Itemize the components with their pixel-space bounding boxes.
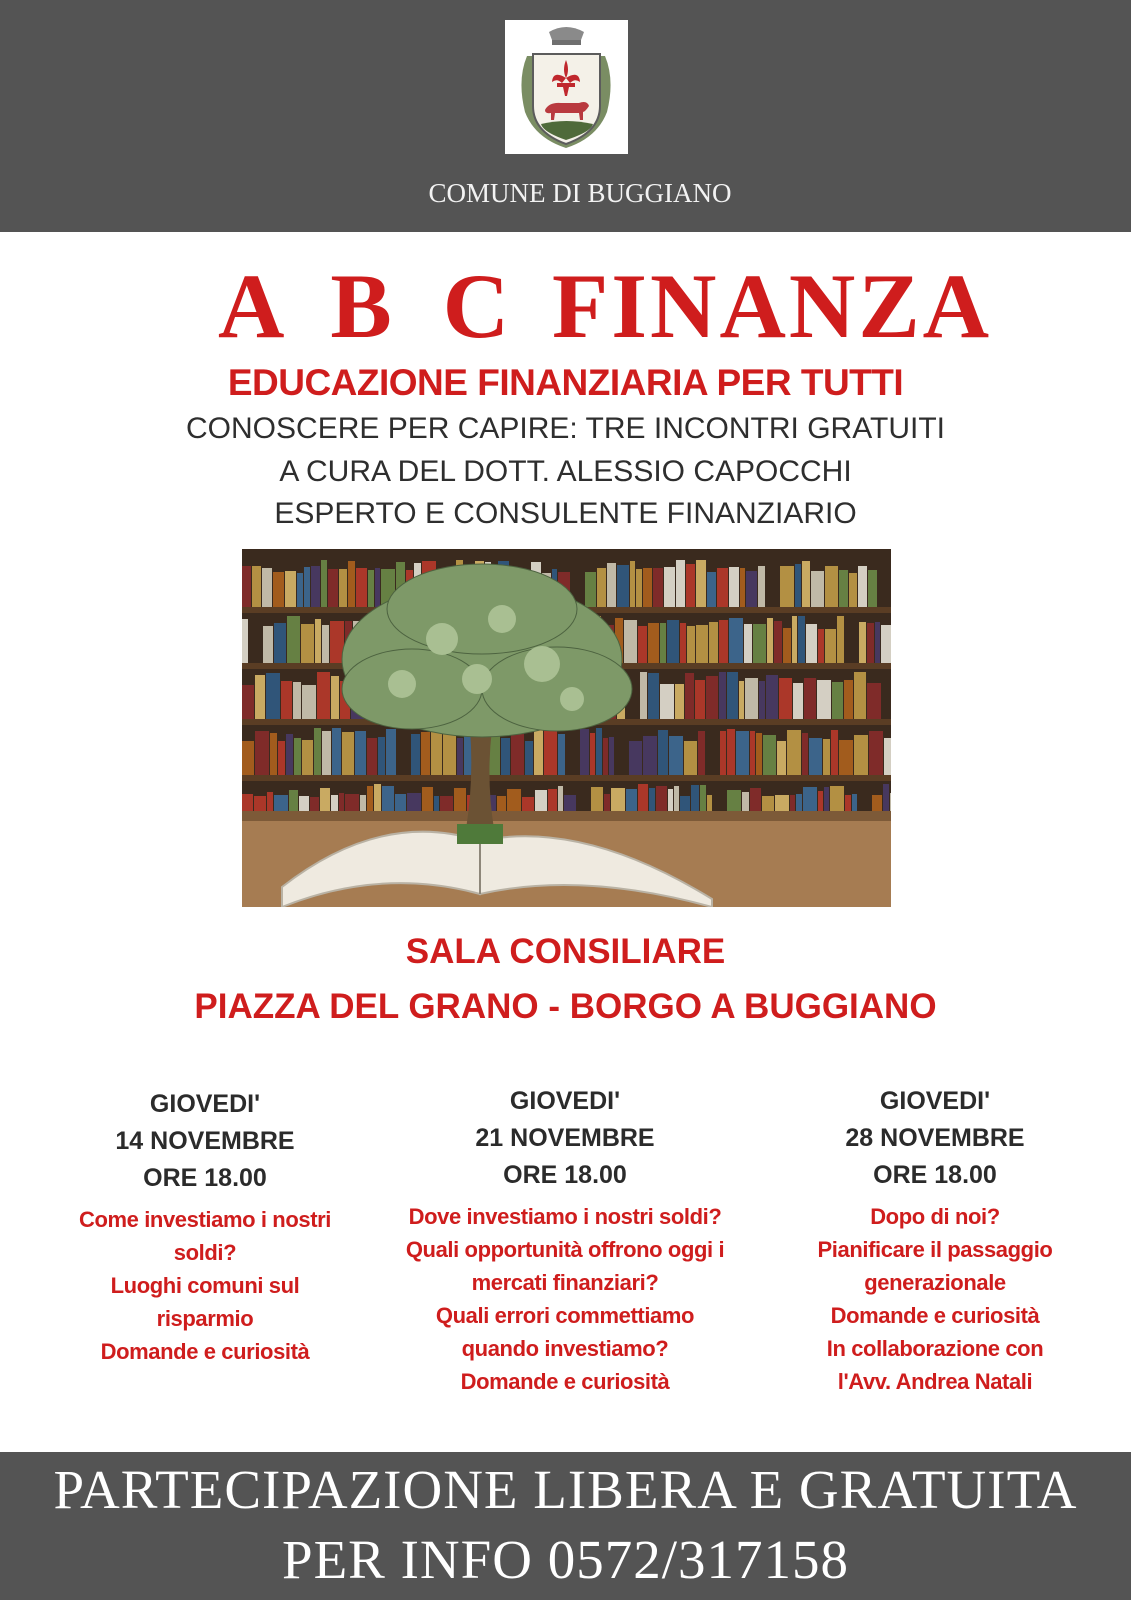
event-time: ORE 18.00 bbox=[873, 1161, 997, 1189]
topic-line: Domande e curiosità bbox=[830, 1303, 1040, 1328]
subtitle: EDUCAZIONE FINANZIARIA PER TUTTI bbox=[227, 362, 904, 403]
coat-of-arms-graphic bbox=[505, 20, 628, 154]
event-column-1 bbox=[30, 1086, 380, 1368]
topic-line: Pianificare il passaggio bbox=[817, 1237, 1053, 1262]
info-phone: PER INFO 0572/317158 bbox=[282, 1529, 849, 1590]
footer-band bbox=[0, 1452, 1131, 1600]
event-column-2 bbox=[380, 1083, 750, 1398]
title-abc: A B C bbox=[218, 255, 524, 357]
intro-line-2: A CURA DEL DOTT. ALESSIO CAPOCCHI bbox=[279, 455, 852, 488]
header-band bbox=[0, 0, 1131, 232]
topic-line: l'Avv. Andrea Natali bbox=[837, 1369, 1033, 1394]
event-weekday: GIOVEDI' bbox=[149, 1090, 261, 1118]
topic-line: Quali opportunità offrono oggi i bbox=[405, 1237, 725, 1262]
topic-line: In collaborazione con bbox=[826, 1336, 1044, 1361]
intro-line-1: CONOSCERE PER CAPIRE: TRE INCONTRI GRATUITI bbox=[186, 412, 945, 445]
topic-line: quando investiamo? bbox=[461, 1336, 669, 1361]
venue-address: PIAZZA DEL GRANO - BORGO A BUGGIANO bbox=[194, 987, 937, 1026]
topic-line: Quali errori commettiamo bbox=[435, 1303, 695, 1328]
event-date: 21 NOVEMBRE bbox=[475, 1124, 655, 1152]
topic-line: soldi? bbox=[173, 1240, 237, 1265]
venue-room: SALA CONSILIARE bbox=[405, 932, 726, 971]
topic-line: Domande e curiosità bbox=[100, 1339, 310, 1364]
topic-line: generazionale bbox=[864, 1270, 1006, 1295]
event-topics bbox=[780, 1200, 1090, 1398]
municipality-name: COMUNE DI BUGGIANO bbox=[428, 178, 732, 208]
topic-line: mercati finanziari? bbox=[471, 1270, 659, 1295]
coat-of-arms-icon bbox=[505, 20, 628, 154]
topic-line: Dove investiamo i nostri soldi? bbox=[408, 1204, 722, 1229]
topic-line: Dopo di noi? bbox=[870, 1204, 1000, 1229]
event-topics bbox=[30, 1203, 380, 1368]
event-date: 14 NOVEMBRE bbox=[115, 1127, 295, 1155]
topic-line: risparmio bbox=[156, 1306, 254, 1331]
event-weekday: GIOVEDI' bbox=[509, 1087, 621, 1115]
event-weekday: GIOVEDI' bbox=[879, 1087, 991, 1115]
topic-line: Domande e curiosità bbox=[460, 1369, 670, 1394]
event-time: ORE 18.00 bbox=[143, 1164, 267, 1192]
topic-line: Come investiamo i nostri bbox=[78, 1207, 331, 1232]
event-time: ORE 18.00 bbox=[503, 1161, 627, 1189]
title-finanza: FINANZA bbox=[552, 255, 993, 357]
event-column-3 bbox=[780, 1083, 1090, 1398]
topic-line: Luoghi comuni sul bbox=[110, 1273, 300, 1298]
photo-graphic bbox=[242, 549, 891, 907]
event-date: 28 NOVEMBRE bbox=[845, 1124, 1025, 1152]
intro-line-3: ESPERTO E CONSULENTE FINANZIARIO bbox=[274, 497, 857, 530]
event-topics bbox=[380, 1200, 750, 1398]
money-tree-book-library-image bbox=[242, 549, 891, 907]
participation-note: PARTECIPAZIONE LIBERA E GRATUITA bbox=[53, 1459, 1078, 1520]
